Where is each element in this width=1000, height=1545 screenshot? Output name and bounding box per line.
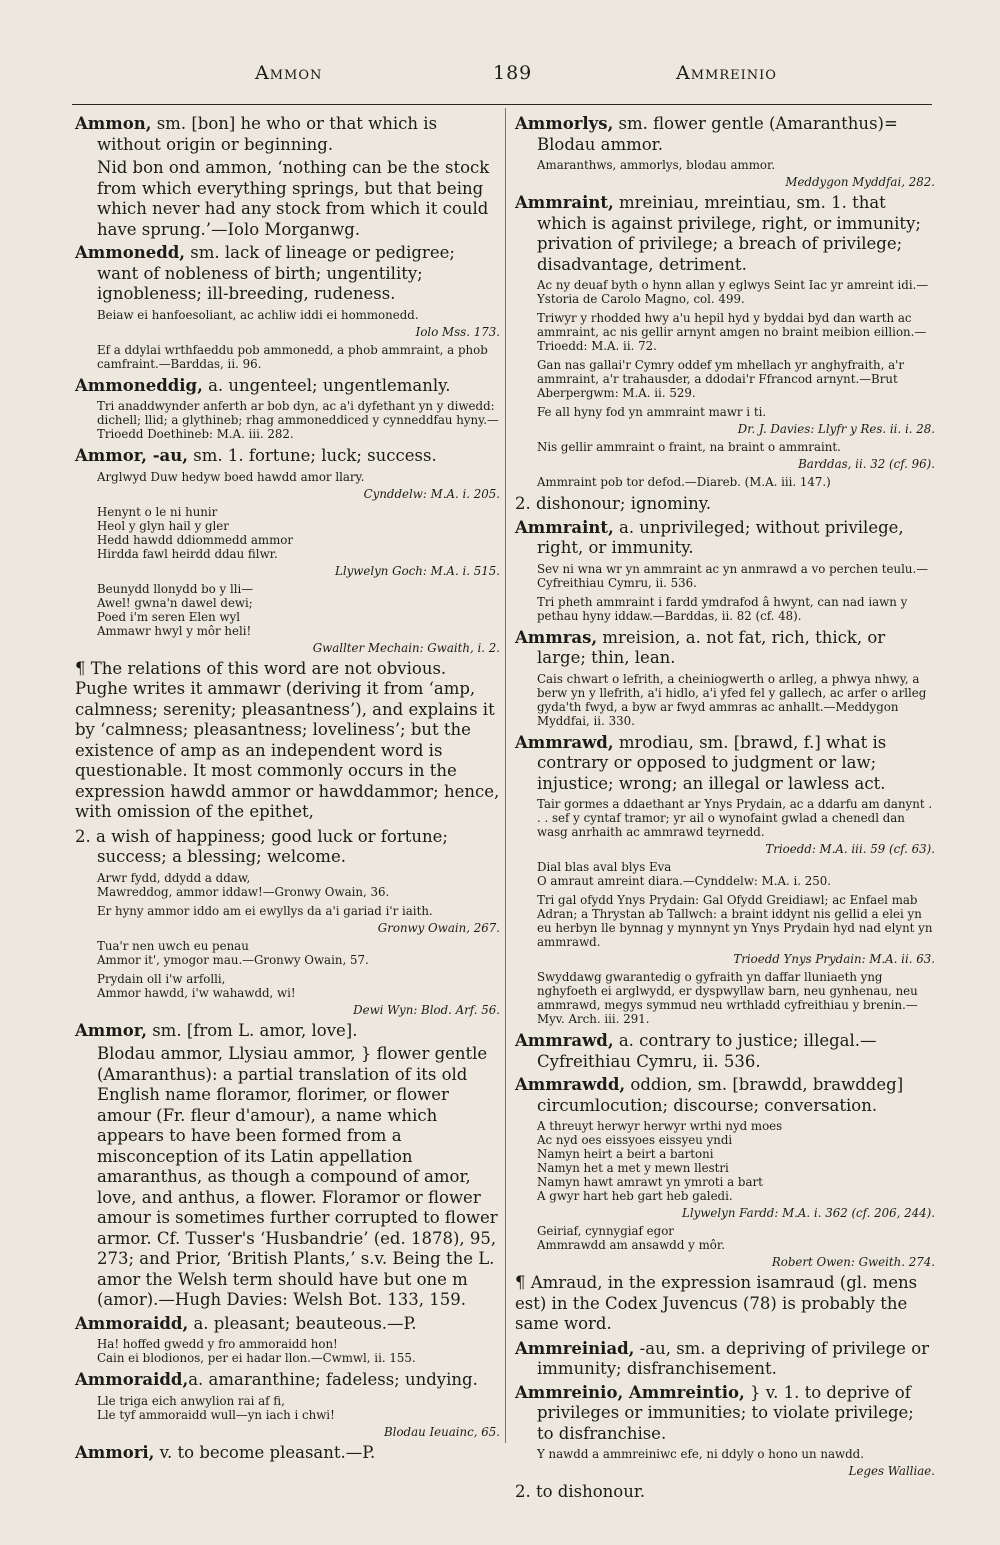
citation: Dial blas aval blys Eva O amraut amreint diara.—Cynddelw: M.A. i. 250. [537, 860, 832, 888]
citation-source: Iolo Mss. 173. [415, 324, 500, 339]
definition: sm. flower gentle (Amaranthus)= Blodau ammor. [537, 114, 898, 154]
citation: Ac ny deuaf byth o hynn allan y eglwys Seint Iac yr amreint idi.—Ystoria de Carolo Magno, col. 499. [537, 278, 929, 306]
citation: Ammraint pob tor defod.—Diareb. (M.A. iii. 147.) [537, 475, 831, 489]
citation-source: Dr. J. Davies: Llyfr y Res. ii. i. 28. [737, 422, 935, 436]
citation: Amaranthws, ammorlys, blodau ammor. [537, 158, 776, 172]
citation: Tua'r nen uwch eu penau Ammor it', ymogor mau.—Gronwy Owain, 57. [97, 938, 369, 967]
definition: sm. [from L. amor, love]. [146, 1020, 358, 1040]
dictionary-entry [75, 243, 500, 305]
headword: Ammrawd, [515, 732, 614, 752]
definition-paragraph: Nid bon ond ammon, ‘nothing can be the stock from which everything springs, but that being which never had any stock from which it could have sprung.’—Iolo Morganwg. [97, 158, 490, 239]
definition: a. amaranthine; fadeless; undying. [188, 1370, 478, 1389]
dictionary-entry [515, 518, 935, 559]
definition: a. unprivileged; without privilege, right, or immunity. [537, 517, 904, 557]
dictionary-entry [515, 1075, 935, 1116]
headword: Ammraint, [515, 193, 614, 212]
citation-source: Gwallter Mechain: Gwaith, i. 2. [312, 640, 500, 655]
definition: mrodiau, sm. [brawd, f.] what is contrary or opposed to judgment or law; injustice; wrong; an illegal or lawless act. [537, 732, 887, 793]
headword: Ammraint, [515, 517, 614, 537]
citation: Henynt o le ni hunir Heol y glyn hail y gler Hedd hawdd ddiommedd ammor Hirdda fawl heirdd ddau filwr. [97, 504, 294, 561]
citation: Tri pheth ammraint i fardd ymdrafod â hwynt, can nad iawn y pethau hyny iddaw.—Barddas, ii. 82 (cf. 48). [537, 594, 908, 623]
citation-source: Trioedd: M.A. iii. 59 (cf. 63). [765, 842, 935, 856]
citation: Triwyr y rhodded hwy a'u hepil hyd y byddai byd dan warth ac ammraint, ac nis gellir arnynt amgen no braint meibion eillion.—Trioedd: M.A. ii. 72. [537, 311, 927, 353]
left-column [75, 114, 500, 1462]
definition: sm. lack of lineage or pedigree; want of nobleness of birth; ungentility; ignobleness; ill-breeding, rudeness. [97, 243, 455, 303]
headword: Ammoraidd, [75, 1313, 189, 1333]
definition: a. contrary to justice; illegal.—Cyfreithiau Cymru, ii. 536. [537, 1031, 877, 1071]
dictionary-entry [75, 1370, 500, 1391]
headword: Ammon, [75, 114, 152, 133]
definition: mreiniau, mreintiau, sm. 1. that which is against privilege, right, or immunity; privation of privilege; a breach of privilege; disadvantage, detriment. [537, 193, 921, 274]
citation: Fe all hyny fod yn ammraint mawr i ti. [537, 405, 767, 419]
sense-entry [515, 494, 935, 515]
citation-source: Cynddelw: M.A. i. 205. [363, 486, 500, 501]
sense-entry [75, 827, 500, 868]
headword: Ammrawdd, [515, 1075, 626, 1094]
sense-number: 2. [515, 494, 531, 513]
citation-source: Llywelyn Goch: M.A. i. 515. [335, 563, 500, 578]
citation: Lle triga eich anwylion rai af fi, Lle tyf ammoraidd wull—yn iach i chwi! [97, 1393, 335, 1422]
dictionary-entry [515, 733, 935, 795]
citation-source: Leges Walliae. [848, 1464, 935, 1478]
citation: Nis gellir ammraint o fraint, na braint o ammraint. [537, 440, 841, 454]
usage-note: ¶ The relations of this word are not obvious. Pughe writes it ammawr (deriving it from ‘amp, calmness; serenity; pleasantness’), and explains it by ‘calmness; pleasantness; loveliness’; but the existence of amp as an independent word is questionable. It most commonly occurs in the expression hawdd ammor or hawddammor; hence, with omission of the epithet, [75, 658, 500, 821]
sense-number: 2. [75, 826, 91, 846]
definition: a. pleasant; beauteous.—P. [188, 1313, 417, 1333]
dictionary-entry [515, 114, 935, 155]
citation: Ef a ddylai wrthfaeddu pob ammonedd, a phob ammraint, a phob camfraint.—Barddas, ii. 96. [97, 342, 488, 371]
dictionary-entry [75, 1314, 500, 1335]
column-divider [505, 108, 506, 1443]
citation: Cais chwart o lefrith, a cheiniogwerth o arlleg, a phwya nhwy, a berw yn y llefrith, a'i hidlo, a'i yfed fel y gallech, ac arfer o arlleg gyda'th fwyd, a byw ar fwyd ammras ac anhallt.—Meddygon Myddfai, ii. 330. [537, 671, 927, 728]
headword: Ammoraidd, [75, 1370, 189, 1389]
definition: sm. [bon] he who or that which is without origin or beginning. [97, 114, 438, 154]
citation: Geiriaf, cynnygiaf egor Ammrawdd am ansawdd y môr. [537, 1224, 725, 1252]
definition: sm. 1. fortune; luck; success. [188, 446, 437, 465]
definition: a wish of happiness; good luck or fortune; success; a blessing; welcome. [90, 826, 448, 866]
headword: Ammreinio, Ammreintio, [515, 1382, 745, 1402]
citation: Beiaw ei hanfoesoliant, ac achliw iddi ei hommonedd. [97, 307, 419, 322]
citation-source: Meddygon Myddfai, 282. [785, 175, 935, 189]
dictionary-entry [75, 114, 500, 155]
citation-source: Llywelyn Fardd: M.A. i. 362 (cf. 206, 244). [682, 1206, 935, 1220]
dictionary-entry [515, 1339, 935, 1380]
headword: Ammrawd, [515, 1031, 614, 1050]
headword: Ammoneddig, [75, 375, 203, 395]
citation: Sev ni wna wr yn ammraint ac yn anmrawd a vo perchen teulu.—Cyfreithiau Cymru, ii. 536. [537, 561, 929, 590]
citation-source: Trioedd Ynys Prydain: M.A. ii. 63. [733, 952, 935, 966]
headword: Ammori, [75, 1442, 155, 1462]
dictionary-entry [75, 446, 500, 467]
definition: oddion, sm. [brawdd, brawddeg] circumlocution; discourse; conversation. [537, 1075, 904, 1115]
citation-source: Blodau Ieuainc, 65. [384, 1424, 500, 1439]
headword: Ammras, [515, 627, 598, 647]
citation: Tri anaddwynder anferth ar bob dyn, ac a'i dyfethant yn y diwedd: dichell; llid; a glythineb; rhag ammoneddiced y cynneddfau hyny.—Trioedd Doethineb: M.A. iii. 282. [97, 399, 499, 441]
definition: to dishonour. [530, 1482, 646, 1501]
definition: } v. 1. to deprive of privileges or immunities; to violate privilege; to disfranchise. [537, 1382, 914, 1443]
citation-source: Dewi Wyn: Blod. Arf. 56. [353, 1002, 500, 1017]
citation: Arwr fydd, ddydd a ddaw, Mawreddog, ammor iddaw!—Gronwy Owain, 36. [97, 870, 390, 899]
headword: Ammreiniad, [515, 1338, 635, 1358]
headword: Ammor, -au, [75, 446, 188, 465]
definition: dishonour; ignominy. [530, 494, 712, 513]
citation: Ha! hoffed gwedd y fro ammoraidd hon! Cain ei blodionos, per ei hadar llon.—Cwmwl, ii. 155. [97, 1337, 416, 1365]
dictionary-entry [515, 1031, 935, 1072]
sense-number: 2. [515, 1482, 531, 1501]
headword: Ammorlys, [515, 114, 614, 133]
headword: Ammonedd, [75, 243, 186, 262]
dictionary-entry [75, 1443, 500, 1464]
dictionary-entry [75, 1021, 500, 1042]
definition-paragraph: Blodau ammor, Llysiau ammor, } flower gentle (Amaranthus): a partial translation of its old English name floramor, florimer, or flower amour (Fr. fleur d'amour), a name which appears to have been formed from a misconception of its Latin appellation amaranthus, as though a compound of amor, love, and anthus, a flower. Floramor or flower amour is sometimes further corrupted to flower armor. Cf. Tusser's ‘Husbandrie’ (ed. 1878), 95, 273; and Prior, ‘British Plants,’ s.v. Being the L. amor the Welsh term should have but one m (amor).—Hugh Davies: Welsh Bot. 133, 159. [97, 1044, 498, 1309]
usage-note: ¶ Amraud, in the expression isamraud (gl. mens est) in the Codex Juvencus (78) is probably the same word. [515, 1273, 918, 1333]
citation-source: Robert Owen: Gweith. 274. [771, 1255, 935, 1269]
page-number: 189 [493, 62, 533, 84]
dictionary-entry [515, 628, 935, 669]
citation: Swyddawg gwarantedig o gyfraith yn daffar lluniaeth yng nghyfoeth ei arglwydd, er dyspwyllaw barn, neu gynhenau, neu ammrawd, megys symmud neu wrthladd cyfreithiau y brenin.—Myv. Arch. iii. 291. [537, 970, 918, 1026]
dictionary-entry [515, 1383, 935, 1445]
citation: Arglwyd Duw hedyw boed hawdd amor llary. [97, 469, 365, 484]
citation: Tair gormes a ddaethant ar Ynys Prydain, ac a ddarfu am danynt . . . sef y cyntaf tramor; yr ail o wynofaint gwlad a chenedl dan wasg anrhaith ac ammrawd teyrnedd. [537, 797, 933, 839]
citation-source: Gronwy Owain, 267. [377, 920, 500, 935]
citation: Tri gal ofydd Ynys Prydain: Gal Ofydd Greidiawl; ac Enfael mab Adran; a Thrystan ab Tallwch: a braint iddynt nis gellid a elei yn eu herbyn lle bynnag y mynnynt yn Ynys Prydain hyd nad elynt yn ammrawd. [537, 893, 933, 949]
dictionary-entry [515, 193, 935, 275]
definition: mreision, a. not fat, rich, thick, or large; thin, lean. [537, 627, 886, 667]
citation: Er hyny ammor iddo am ei ewyllys da a'i gariad i'r iaith. [97, 903, 433, 918]
citation: Gan nas gallai'r Cymry oddef ym mhellach yr anghyfraith, a'r ammraint, a'r trahausder, a ddodai'r Ffrancod arnynt.—Brut Aberpergwm: M.A. ii. 529. [537, 358, 905, 400]
definition: a. ungenteel; ungentlemanly. [202, 375, 451, 395]
citation-source: Barddas, ii. 32 (cf. 96). [798, 457, 935, 471]
definition: -au, sm. a depriving of privilege or immunity; disfranchisement. [537, 1338, 930, 1378]
running-head-right: Ammreinio [676, 62, 777, 84]
header-rule [72, 104, 932, 105]
citation: A threuyt herwyr herwyr wrthi nyd moes Ac nyd oes eissyoes eissyeu yndi Namyn heirt a beirt a bartoni Namyn het a met y mewn llestri Namyn hawt amrawt yn ymroti a bart A gwyr hart heb gart heb galedi. [537, 1119, 783, 1203]
right-column [515, 114, 935, 1501]
sense-entry [515, 1482, 935, 1503]
running-head-left: Ammon [255, 62, 323, 84]
definition: v. to become pleasant.—P. [154, 1442, 376, 1462]
headword: Ammor, [75, 1020, 147, 1040]
citation: Prydain oll i'w arfolli, Ammor hawdd, i'w wahawdd, wi! [97, 971, 296, 1000]
citation: Y nawdd a ammreiniwc efe, ni ddyly o hono un nawdd. [537, 1447, 864, 1461]
citation: Beunydd llonydd bo y lli— Awel! gwna'n dawel dewi; Poed i'm seren Elen wyl Ammawr hwyl y môr heli! [97, 581, 254, 638]
dictionary-entry [75, 376, 500, 397]
